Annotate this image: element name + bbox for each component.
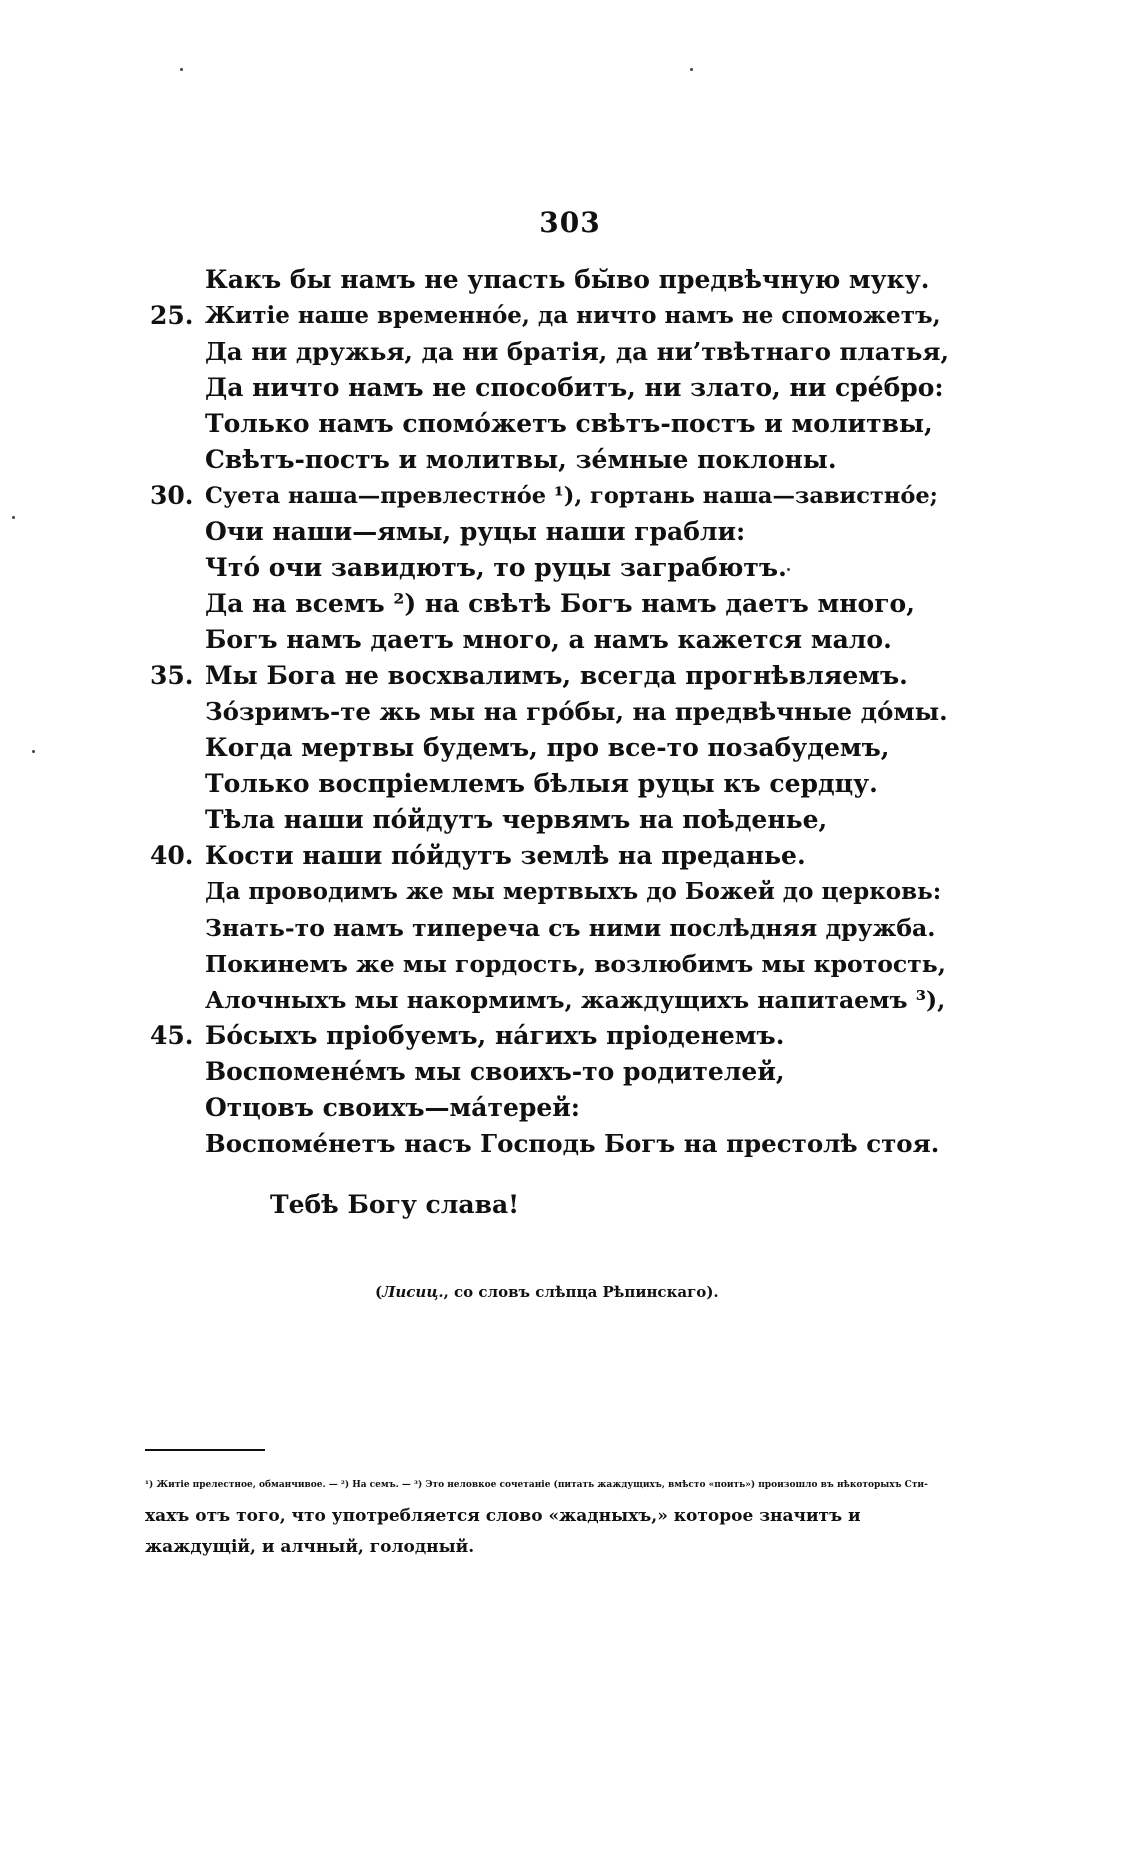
poem-line — [150, 478, 950, 514]
poem-line — [150, 262, 950, 298]
poem-line — [150, 838, 950, 874]
line-text: Богъ намъ даетъ много, а намъ кажется мало. — [205, 625, 892, 654]
line-number: 40. — [150, 841, 194, 870]
poem-line — [150, 730, 950, 766]
line-text: Когда мертвы будемъ, про все-то позабудемъ, — [205, 733, 890, 762]
source-rest: , со словъ слѣпца Рѣпинскаго). — [443, 1283, 719, 1301]
line-text: Только намъ спомо́жетъ свѣтъ-постъ и молитвы, — [205, 409, 933, 438]
line-text: Отцовъ своихъ—ма́терей: — [205, 1093, 581, 1122]
source-attribution — [375, 1283, 719, 1301]
poem-line — [150, 694, 950, 730]
poem-line — [150, 622, 950, 658]
print-speck — [32, 750, 35, 753]
poem-line — [150, 514, 950, 550]
poem-line — [150, 910, 950, 946]
print-speck — [180, 68, 183, 71]
line-text: Суета наша—превлестно́е ¹), гортань наша—завистно́е; — [205, 483, 938, 509]
line-text: Да проводимъ же мы мертвыхъ до Божей до церковь: — [205, 878, 942, 905]
poem-line — [150, 982, 950, 1018]
line-text: Очи наши—ямы, руцы наши грабли: — [205, 517, 746, 546]
line-text: Да на всемъ ²) на свѣтѣ Богъ намъ даетъ много, — [205, 589, 915, 618]
poem — [150, 262, 950, 1162]
poem-line — [150, 298, 950, 334]
line-text: Воспоме́нетъ насъ Господь Богъ на престолѣ стоя. — [205, 1129, 940, 1158]
poem-line — [150, 946, 950, 982]
line-text: Только воспріемлемъ бѣлыя руцы къ сердцу. — [205, 769, 878, 798]
line-text: Житіе наше временно́е, да ничто намъ не споможетъ, — [205, 302, 941, 329]
print-speck — [12, 516, 15, 519]
poem-line — [150, 550, 950, 586]
line-number: 35. — [150, 661, 194, 690]
poem-line — [150, 874, 950, 910]
print-speck — [690, 68, 693, 71]
poem-line — [150, 1090, 950, 1126]
line-text: Бо́сыхъ пріобуемъ, на́гихъ пріоденемъ. — [205, 1021, 785, 1050]
poem-line — [150, 1126, 950, 1162]
line-text: Какъ бы намъ не упасть бы̆во предвѣчную муку. — [205, 265, 930, 294]
line-text: Зо́зримъ-те жь мы на гро́бы, на предвѣчные до́мы. — [205, 697, 948, 726]
line-text: Да ни дружья, да ни братія, да ни’твѣтнаго платья, — [205, 337, 950, 366]
footnote-line: жаждущій, и алчный, голодный. — [145, 1537, 475, 1557]
source-open: ( — [375, 1283, 383, 1301]
footnote-line: ¹) Житіе прелестное, обманчивое. — ²) На семъ. — ³) Это неловкое сочетаніе (питать жаждущихъ, вмѣсто «поить») произошло въ нѣкоторыхъ Сти- — [145, 1480, 928, 1490]
poem-line — [150, 766, 950, 802]
line-number: 30. — [150, 481, 194, 510]
line-text: Кости наши по́йдутъ землѣ на преданье. — [205, 841, 806, 870]
poem-line — [150, 1054, 950, 1090]
line-text: Воспомене́мъ мы своихъ-то родителей, — [205, 1057, 785, 1086]
poem-line — [150, 406, 950, 442]
footnote-line: хахъ отъ того, что употребляется слово «жадныхъ,» которое значитъ и — [145, 1506, 861, 1526]
poem-line — [150, 370, 950, 406]
source-place: Лисиц. — [382, 1283, 444, 1301]
page-number: 303 — [539, 206, 601, 239]
line-number: 45. — [150, 1021, 194, 1050]
line-text: Тѣла наши по́йдутъ червямъ на поѣденье, — [205, 805, 828, 834]
line-text: Знать-то намъ типереча съ ними послѣдняя дружба. — [205, 914, 936, 942]
line-text: Да ничто намъ не способитъ, ни злато, ни сре́бро: — [205, 373, 944, 402]
footnote-divider — [145, 1449, 265, 1451]
footnotes — [145, 1470, 935, 1563]
line-text: Что́ очи завидютъ, то руцы заграбютъ. — [205, 553, 787, 582]
poem-line — [150, 586, 950, 622]
poem-line — [150, 442, 950, 478]
line-text: Покинемъ же мы гордость, возлюбимъ мы кротость, — [205, 950, 946, 978]
line-number: 25. — [150, 301, 194, 330]
print-speck — [787, 568, 790, 571]
line-text: Мы Бога не восхвалимъ, всегда прогнѣвляемъ. — [205, 661, 908, 690]
line-text: Свѣтъ-постъ и молитвы, зе́мные поклоны. — [205, 445, 837, 474]
closing-line: Тебѣ Богу слава! — [270, 1190, 520, 1219]
poem-line — [150, 1018, 950, 1054]
poem-line — [150, 334, 950, 370]
poem-line — [150, 802, 950, 838]
poem-line — [150, 658, 950, 694]
line-text: Алочныхъ мы накормимъ, жаждущихъ напитаемъ ³), — [205, 986, 946, 1014]
